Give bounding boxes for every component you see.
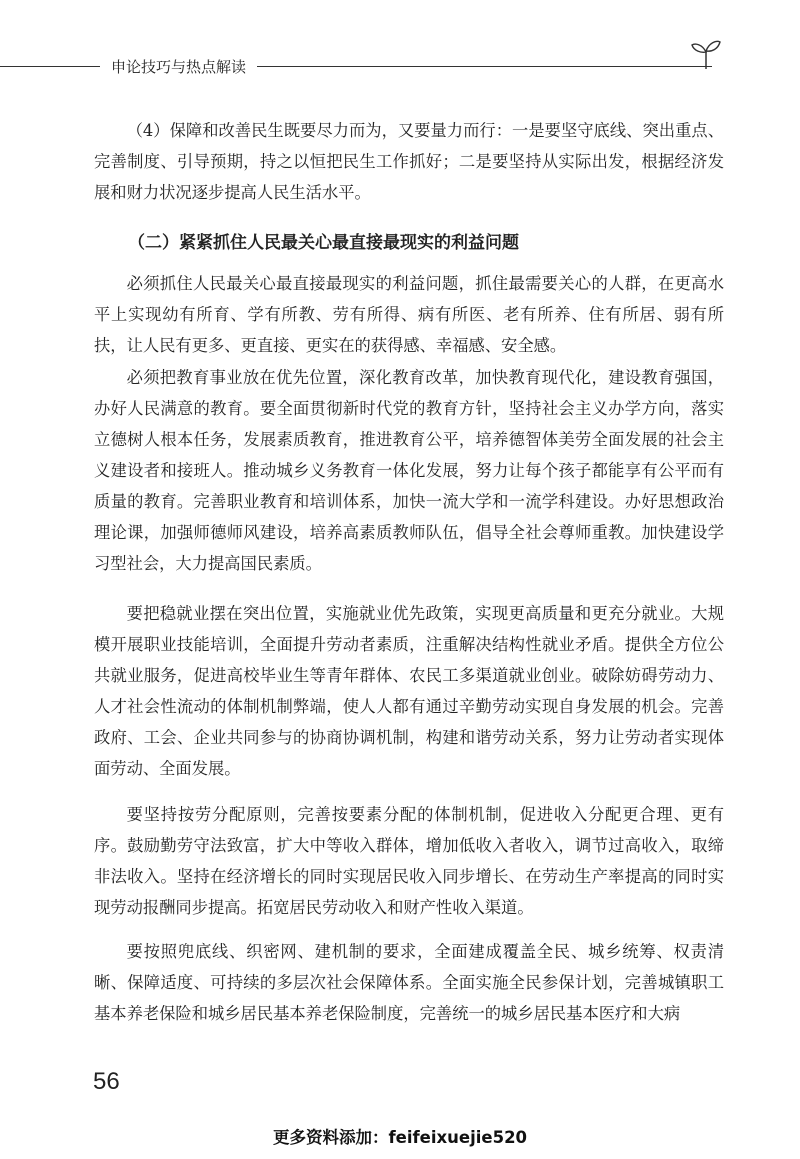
paragraph-people-livelihood: （4）保障和改善民生既要尽力而为，又要量力而行：一是要坚守底线、突出重点、完善制度、引导预期，持之以恒把民生工作抓好；二是要坚持从实际出发，根据经济发展和财力状况逐步提高人民生活水平。 xyxy=(94,121,724,202)
paragraph-social-security: 要按照兜底线、织密网、建机制的要求，全面建成覆盖全民、城乡统筹、权责清晰、保障适度、可持续的多层次社会保障体系。全面实施全民参保计划，完善城镇职工基本养老保险和城乡居民基本养老保险制度，完善统一的城乡居民基本医疗和大病 xyxy=(94,942,724,1023)
page-number: 56 xyxy=(93,1068,120,1095)
section-heading: （二）紧紧抓住人民最关心最直接最现实的利益问题 xyxy=(128,233,519,253)
paragraph-employment: 要把稳就业摆在突出位置，实施就业优先政策，实现更高质量和更充分就业。大规模开展职业技能培训，全面提升劳动者素质，注重解决结构性就业矛盾。提供全方位公共就业服务，促进高校毕业生等青年群体、农民工多渠道就业创业。破除妨碍劳动力、人才社会性流动的体制机制弊端，使人人都有通过辛勤劳动实现自身发展的机会。完善政府、工会、企业共同参与的协商协调机制，构建和谐劳动关系，努力让劳动者实现体面劳动、全面发展。 xyxy=(94,604,724,778)
paragraph-income-distribution: 要坚持按劳分配原则，完善按要素分配的体制机制，促进收入分配更合理、更有序。鼓励勤劳守法致富，扩大中等收入群体，增加低收入者收入，调节过高收入，取缔非法收入。坚持在经济增长的同时实现居民收入同步增长、在劳动生产率提高的同时实现劳动报酬同步提高。拓宽居民劳动收入和财产性收入渠道。 xyxy=(94,805,724,917)
header-rule-left xyxy=(0,66,100,67)
sprout-icon xyxy=(690,36,722,70)
running-head-title: 申论技巧与热点解读 xyxy=(111,58,247,76)
paragraph-education: 必须把教育事业放在优先位置，深化教育改革，加快教育现代化，建设教育强国，办好人民满意的教育。要全面贯彻新时代党的教育方针，坚持社会主义办学方向，落实立德树人根本任务，发展素质教育，推进教育公平，培养德智体美劳全面发展的社会主义建设者和接班人。推动城乡义务教育一体化发展，努力让每个孩子都能享有公平而有质量的教育。完善职业教育和培训体系，加快一流大学和一流学科建设。办好思想政治理论课，加强师德师风建设，培养高素质教师队伍，倡导全社会尊师重教。加快建设学习型社会，大力提高国民素质。 xyxy=(94,368,724,573)
footer-note: 更多资料添加：feifeixuejie520 xyxy=(272,1128,528,1147)
paragraph-interest-issues: 必须抓住人民最关心最直接最现实的利益问题，抓住最需要关心的人群，在更高水平上实现幼有所育、学有所教、劳有所得、病有所医、老有所养、住有所居、弱有所扶，让人民有更多、更直接、更实在的获得感、幸福感、安全感。 xyxy=(94,274,724,355)
page-header xyxy=(0,0,800,90)
header-rule-right xyxy=(257,66,712,67)
